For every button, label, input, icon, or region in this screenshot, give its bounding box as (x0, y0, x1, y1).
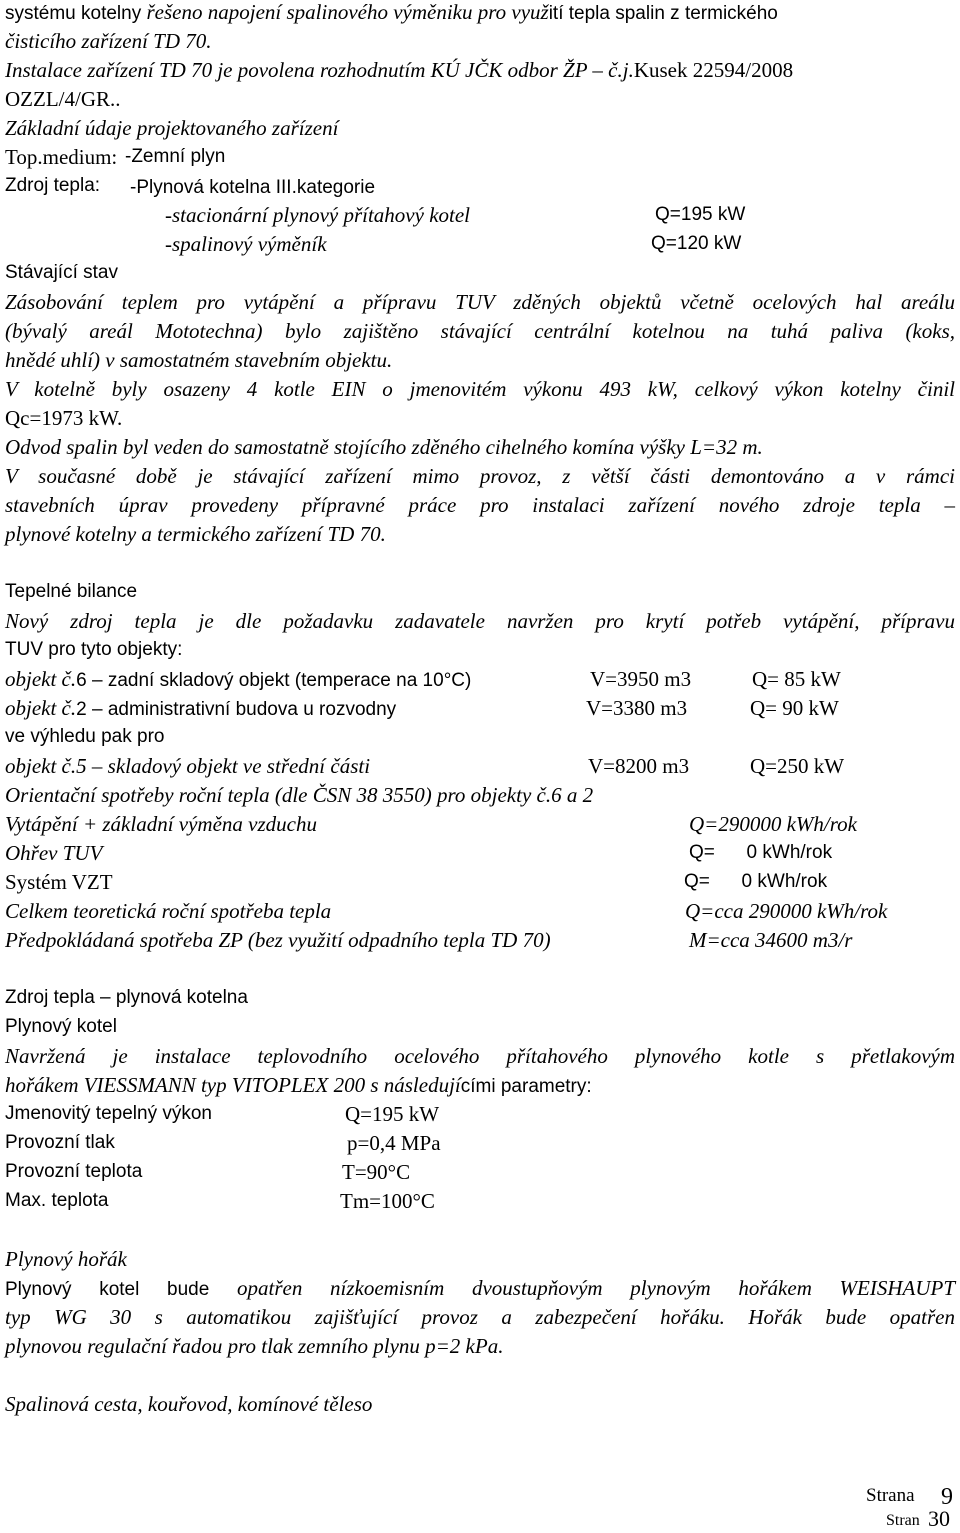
existing-p2-line-1: V kotelně byly osazeny 4 kotle EIN o jmenovitém výkonu 493 kW, celkový výkon kotelny činil (5, 377, 955, 401)
exchanger-value: Q=120 kW (651, 233, 742, 254)
annual-value: Q= 0 kWh/rok (684, 871, 828, 892)
burner-line-2: typ WG 30 s automatikou zajišťující provoz a zabezpečení hořáku. Hořák bude opatřen (5, 1305, 955, 1329)
total-label: Stran (886, 1512, 920, 1529)
param-value: Tm=100°C (340, 1189, 435, 1213)
object-power: Q=250 kW (750, 754, 845, 778)
boiler-label: -stacionární plynový přítahový kotel (165, 203, 471, 227)
exchanger-label: -spalinový výměník (165, 232, 327, 256)
annual-label: Celkem teoretická roční spotřeba tepla (5, 899, 332, 923)
annual-value: Q=cca 290000 kWh/rok (685, 899, 888, 923)
medium-value: -Zemní plyn (125, 146, 226, 167)
param-value: Q=195 kW (345, 1102, 440, 1126)
existing-p4-line-2: stavebních úprav provedeny přípravné práce pro instalaci zařízení nového zdroje tepla – (5, 493, 955, 517)
boiler-heading-2: Plynový kotel (5, 1016, 117, 1037)
intro-line-4: OZZL/4/GR.. (5, 87, 121, 111)
burner-line-3: plynovou regulační řadou pro tlak zemního plynu p=2 kPa. (5, 1334, 504, 1358)
param-value: p=0,4 MPa (347, 1131, 441, 1155)
total-number: 30 (928, 1506, 950, 1531)
object-row: objekt č.6 – zadní skladový objekt (temperace na 10°C) (5, 667, 472, 691)
param-value: T=90°C (342, 1160, 411, 1184)
object-power: Q= 90 kW (750, 696, 839, 720)
existing-p1-line-2: (bývalý areál Mototechna) bylo zajištěno stávající centrální kotelnou na tuhá paliva (koks, (5, 319, 955, 343)
burner-line-1: Plynový kotel bude opatřen nízkoemisním dvoustupňovým plynovým hořákem WEISHAUPT (5, 1276, 955, 1300)
param-label: Provozní teplota (5, 1161, 143, 1182)
param-label: Provozní tlak (5, 1132, 115, 1153)
annual-heading: Orientační spotřeby roční tepla (dle ČSN 38 3550) pro objekty č.6 a 2 (5, 783, 594, 807)
intro-line-2: čisticího zařízení TD 70. (5, 29, 212, 53)
boiler-desc-line-1: Navržená je instalace teplovodního ocelového přítahového plynového kotle s přetlakovým (5, 1044, 955, 1068)
object-power: Q= 85 kW (752, 667, 841, 691)
burner-heading: Plynový hořák (5, 1247, 127, 1271)
annual-value: Q=290000 kWh/rok (689, 812, 857, 836)
source-value: -Plynová kotelna III.kategorie (130, 177, 376, 198)
intro-line-1: systému kotelny řešeno napojení spalinového výměniku pro využití tepla spalin z termického (5, 0, 778, 24)
existing-p2-line-2: Qc=1973 kW. (5, 406, 123, 430)
existing-p1-line-3: hnědé uhlí) v samostatném stavebním objektu. (5, 348, 393, 372)
annual-label: Vytápění + základní výměna vzduchu (5, 812, 317, 836)
param-label: Jmenovitý tepelný výkon (5, 1103, 212, 1124)
balance-heading: Tepelné bilance (5, 581, 138, 602)
object-row: objekt č.5 – skladový objekt ve střední části (5, 754, 371, 778)
existing-p4-line-1: V současné době je stávající zařízení mimo provoz, z větší části demontováno a v rámci (5, 464, 955, 488)
existing-p1-line-1: Zásobování teplem pro vytápění a přípravu TUV zděných objektů včetně ocelových hal areálu (5, 290, 955, 314)
existing-p3: Odvod spalin byl veden do samostatně stojícího zděného cihelného komína výšky L=32 m. (5, 435, 763, 459)
object-volume: V=8200 m3 (588, 754, 690, 778)
annual-value: M=cca 34600 m3/r (689, 928, 853, 952)
project-heading: Základní údaje projektovaného zařízení (5, 116, 339, 140)
param-label: Max. teplota (5, 1190, 109, 1211)
medium-label: Top.medium: (5, 145, 118, 169)
annual-label: Ohřev TUV (5, 841, 103, 865)
annual-label: Předpokládaná spotřeba ZP (bez využití odpadního tepla TD 70) (5, 928, 551, 952)
page-number: 9 (941, 1484, 953, 1510)
flue-heading: Spalinová cesta, kouřovod, komínové těleso (5, 1392, 373, 1416)
medium-row (5, 143, 117, 171)
boiler-desc-line-2: hořákem VIESSMANN typ VITOPLEX 200 s následujícími parametry: (5, 1073, 592, 1097)
object-volume: V=3380 m3 (586, 696, 688, 720)
boiler-value: Q=195 kW (655, 204, 746, 225)
page-label: Strana (866, 1485, 915, 1506)
object-row: objekt č.2 – administrativní budova u rozvodny (5, 696, 397, 720)
future-label: ve výhledu pak pro (5, 726, 165, 747)
boiler-heading-1: Zdroj tepla – plynová kotelna (5, 987, 248, 1008)
annual-value: Q= 0 kWh/rok (689, 842, 833, 863)
existing-heading: Stávající stav (5, 262, 118, 283)
annual-label: Systém VZT (5, 870, 113, 894)
balance-intro-line-2: TUV pro tyto objekty: (5, 639, 183, 660)
source-label: Zdroj tepla: (5, 175, 101, 196)
balance-intro-line-1: Nový zdroj tepla je dle požadavku zadavatele navržen pro krytí potřeb vytápění, přípravu (5, 609, 955, 633)
intro-line-3: Instalace zařízení TD 70 je povolena rozhodnutím KÚ JČK odbor ŽP – č.j.Kusek 22594/2008 (5, 58, 794, 82)
existing-p4-line-3: plynové kotelny a termického zařízení TD 70. (5, 522, 386, 546)
object-volume: V=3950 m3 (590, 667, 692, 691)
